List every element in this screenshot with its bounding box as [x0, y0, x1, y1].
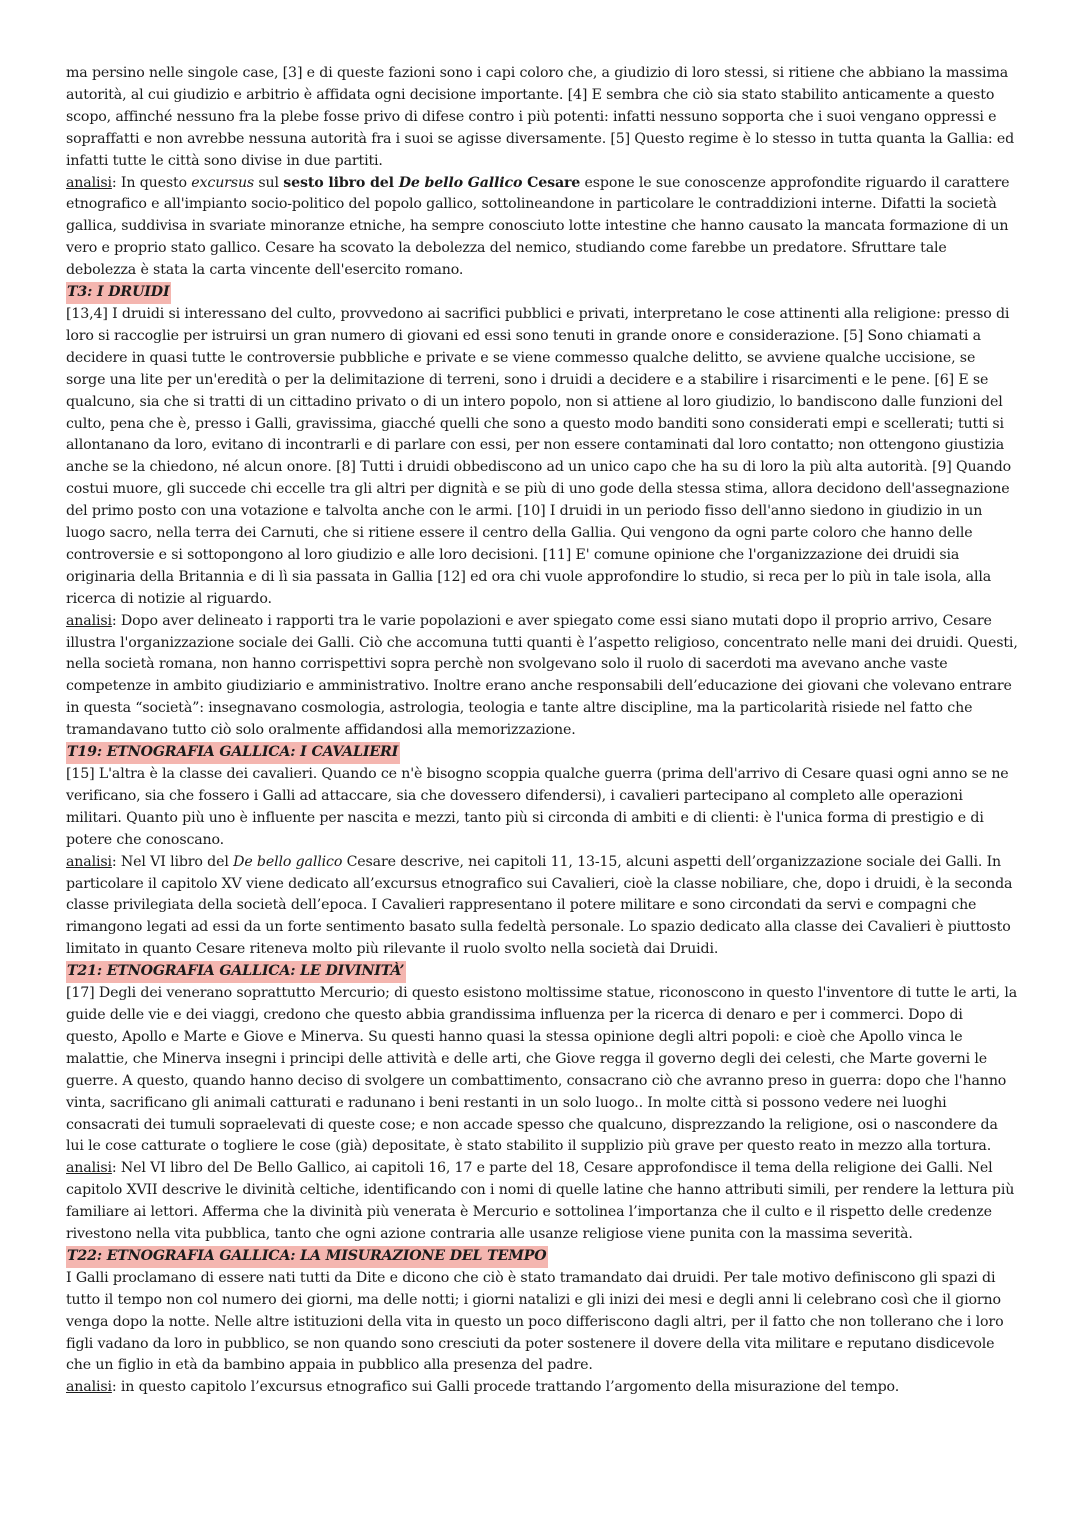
section-body-t22: I Galli proclamano di essere nati tutti da Dite e dicono che ciò è stato tramandato dai druidi. Per tale motivo definiscono gli spazi di tutto il tempo non col numero dei giorni, ma delle notti; i giorni natalizi e gli inizi dei mesi e degli anni li celebrano così che il giorno venga dopo la notte. Nelle altre istituzioni della vita in questo un poco differiscono dagli altri, per il fatto che non tollerano che i loro figli vadano da loro in pubblico, se non quando sono cresciuti da poter sostenere il dovere della vita militare e reputano disdicevole che un figlio in età da bambino appaia in pubblico alla presenza del padre. [66, 1269, 1004, 1374]
document-page [66, 63, 1018, 1399]
section-body-t3: [13,4] I druidi si interessano del culto, provvedono ai sacrifici pubblici e privati, interpretano le cose attinenti alla religione: presso di loro si raccoglie per istruirsi un gran numero di giovani ed essi sono tenuti in grande onore e considerazione. [5] Sono chiamati a decidere in quasi tutte le controversie pubbliche e private e se viene commesso qualche delitto, se avviene qualche uccisione, se sorge una lite per un'eredità o per la delimitazione di terreni, sono i druidi a decidere e a stabilire i risarcimenti e le pene. [6] E se qualcuno, sia che si tratti di un cittadino privato o di un intero popolo, non si attiene al loro giudizio, lo bandiscono dalle funzioni del culto, pena che è, presso i Galli, gravissima, giacché quelli che sono a questo modo banditi sono considerati empi e scellerati; tutti si allontanano da loro, evitano di incontrarli e di parlare con essi, per non essere contaminati dal loro contatto; non ottengono giustizia anche se la chiedono, né alcun onore. [8] Tutti i druidi obbediscono ad un unico capo che ha su di loro la più alta autorità. [9] Quando costui muore, gli succede chi eccelle tra gli altri per dignità e se più di uno gode della stessa stima, allora decidono dell'assegnazione del primo posto con una votazione e talvolta anche con le armi. [10] I druidi in un periodo fisso dell'anno siedono in giudizio in un luogo sacro, nella terra dei Carnuti, che si ritiene essere il centro della Gallia. Qui vengono da ogni parte coloro che hanno delle controversie e si sottopongono al loro giudizio e alle loro decisioni. [11] E' comune opinione che l'organizzazione dei druidi sia originaria della Britannia e di lì sia passata in Gallia [12] ed ora chi vuole approfondire lo studio, si reca per lo più in tale isola, alla ricerca di notizie al riguardo. [66, 305, 1012, 607]
section-heading: T22: ETNOGRAFIA GALLICA: LA MISURAZIONE DEL TEMPO [66, 1246, 548, 1268]
intro-paragraph: ma persino nelle singole case, [3] e di queste fazioni sono i capi coloro che, a giudizio di loro stessi, si ritiene che abbiano la massima autorità, al cui giudizio e arbitrio è affidata ogni decisione importante. [4] E sembra che ciò sia stato stabilito anticamente a questo scopo, affinché nessuno fra la plebe fosse privo di difese contro i più potenti: infatti nessuno sopporta che i suoi vengano oppressi e sopraffatti e non avrebbe nessuna autorità fra i suoi se agisse diversamente. [5] Questo regime è lo stesso in tutta quanta la Gallia: ed infatti tutte le città sono divise in due partiti. [66, 65, 1015, 169]
analysis-label: analisi [66, 1379, 112, 1396]
analysis-label: analisi [66, 853, 112, 870]
section-body-t19: [15] L'altra è la classe dei cavalieri. Quando ce n'è bisogno scoppia qualche guerra (prima dell'arrivo di Cesare quasi ogni anno se ne verificano, sia che fossero i Galli ad attaccare, sia che dovessero difendersi), i cavalieri partecipano al completo alle operazioni militari. Quanto più uno è influente per nascita e mezzi, tanto più si circonda di ambiti e di clienti: è l'unica forma di prestigio e di potere che conoscano. [66, 766, 1009, 848]
section-heading: T21: ETNOGRAFIA GALLICA: LE DIVINITÀ’ [66, 961, 406, 983]
section-heading-t22 [66, 1246, 1018, 1268]
section-heading-t21 [66, 961, 1018, 983]
analysis-label: analisi [66, 612, 112, 629]
analysis-label: analisi [66, 1160, 112, 1177]
section-heading: T19: ETNOGRAFIA GALLICA: I CAVALIERI [66, 742, 400, 764]
section-heading-t19 [66, 742, 1018, 764]
analysis-label: analisi [66, 174, 112, 191]
section-heading: T3: I DRUIDI [66, 282, 171, 304]
section-heading-t3 [66, 282, 1018, 304]
section-analysis-t19: analisi: Nel VI libro del De bello gallico Cesare descrive, nei capitoli 11, 13-15, alcuni aspetti dell’organizzazione sociale dei Galli. In particolare il capitolo XV viene dedicato all’excursus etnografico sui Cavalieri, cioè la classe nobiliare, che, dopo i druidi, è la seconda classe privilegiata della società dell’epoca. I Cavalieri rappresentano il potere militare e sono circondati da servi e compagni che rimangono legati ad essi da un forte sentimento basato sulla fedeltà personale. Lo spazio dedicato alla classe dei Cavalieri è piuttosto limitato in quanto Cesare riteneva molto più rilevante il ruolo svolto nella società dai Druidi. [66, 853, 1013, 958]
section-analysis-t21: analisi: Nel VI libro del De Bello Gallico, ai capitoli 16, 17 e parte del 18, Cesare approfondisce il tema della religione dei Galli. Nel capitolo XVII descrive le divinità celtiche, identificando con i nomi di quelle latine che hanno attributi simili, per rendere la lettura più familiare ai lettori. Afferma che la divinità più venerata è Mercurio e sottolinea l’importanza che il culto e il rispetto delle credenze rivestono nella vita pubblica, tanto che ogni azione contraria alle usanze religiose viene punita con la massima severità. [66, 1160, 1015, 1243]
intro-analysis: analisi: In questo excursus sul sesto libro del De bello Gallico Cesare espone le sue conoscenze approfondite riguardo il carattere etnografico e all'impianto socio-politico del popolo gallico, sottolineandone in particolare le contraddizioni interne. Difatti la società gallica, suddivisa in svariate minoranze etniche, ha sempre conosciuto lotte intestine che hanno causato la mancata formazione di un vero e proprio stato gallico. Cesare ha scovato la debolezza del nemico, studiando come farebbe un predatore. Sfruttare tale debolezza è stata la carta vincente dell'esercito romano. [66, 174, 1010, 279]
section-analysis-t22: analisi: in questo capitolo l’excursus etnografico sui Galli procede trattando l’argomento della misurazione del tempo. [66, 1379, 900, 1396]
section-analysis-t3: analisi: Dopo aver delineato i rapporti tra le varie popolazioni e aver spiegato come essi siano mutati dopo il proprio arrivo, Cesare illustra l'organizzazione sociale dei Galli. Ciò che accomuna tutti quanti è l’aspetto religioso, concentrato nelle mani dei druidi. Questi, nella società romana, non hanno corrispettivi sopra perchè non svolgevano solo il ruolo di sacerdoti ma avevano anche vaste competenze in ambito giudiziario e amministrativo. Inoltre erano anche responsabili dell’educazione dei giovani che volevano entrare in questa “società”: insegnavano cosmologia, astrologia, teologia e tante altre discipline, ma la particolarità risiede nel fatto che tramandavano tutto ciò solo oralmente affidandosi alla memorizzazione. [66, 612, 1018, 739]
section-body-t21: [17] Degli dei venerano soprattutto Mercurio; di questo esistono moltissime statue, riconoscono in questo l'inventore di tutte le arti, la guide delle vie e dei viaggi, credono che questo abbia grandissima influenza per la ricerca di denaro e per i commerci. Dopo di questo, Apollo e Marte e Giove e Minerva. Su questi hanno quasi la stessa opinione degli altri popoli: e cioè che Apollo vinca le malattie, che Minerva insegni i principi delle attività e delle arti, che Giove regga il governo degli dei celesti, che Marte governi le guerre. A questo, quando hanno deciso di svolgere un combattimento, consacrano ciò che avranno preso in guerra: dopo che l'hanno vinta, sacrificano gli animali catturati e radunano i beni restanti in un solo luogo.. In molte città si possono vedere nei luoghi consacrati dei tumuli sopraelevati di queste cose; e non accade spesso che qualcuno, disprezzando la religione, osi o nascondere da lui le cose catturate o togliere le cose (già) depositate, è stato stabilito il supplizio più grave per questo reato in mezzo alla tortura. [66, 985, 1018, 1155]
